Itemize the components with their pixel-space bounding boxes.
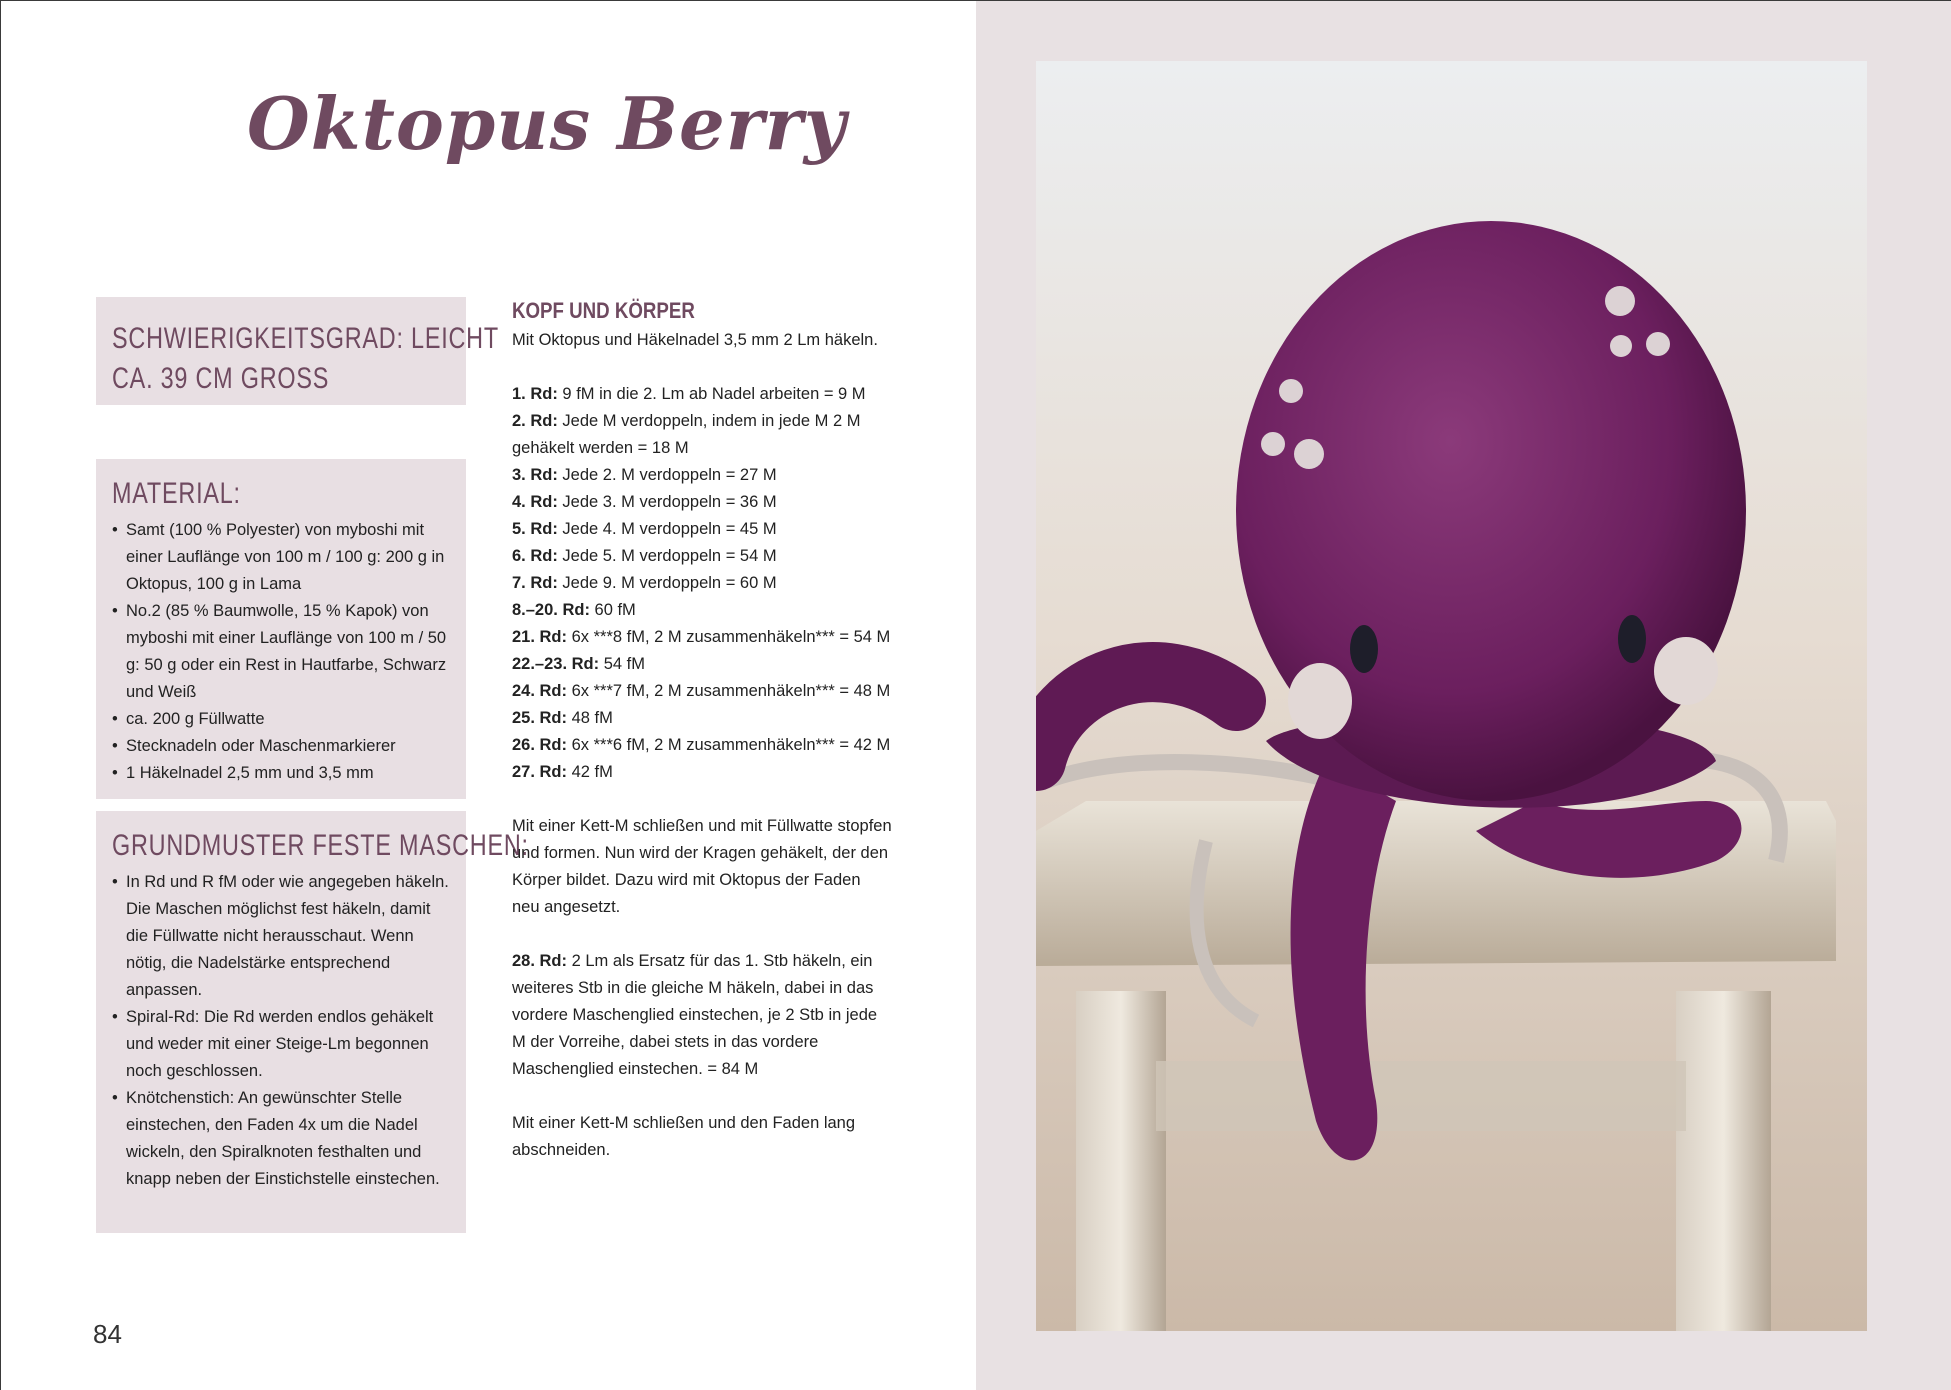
round-label: 21. Rd: (512, 628, 568, 646)
stool-leg (1076, 991, 1166, 1331)
round-label: 24. Rd: (512, 682, 568, 700)
material-item: • ca. 200 g Füllwatte (112, 706, 450, 733)
material-heading: MATERIAL: (112, 477, 241, 510)
round-text: 60 fM (589, 601, 636, 619)
round-row (512, 624, 892, 651)
round-label: 1. Rd: (512, 385, 558, 403)
round-row (512, 705, 892, 732)
cheek (1654, 637, 1718, 705)
round-row (512, 408, 892, 462)
round-text: 9 fM in die 2. Lm ab Nadel arbeiten = 9 M (557, 385, 866, 403)
round-text: 42 fM (567, 763, 613, 781)
round-text: Jede M verdoppeln, indem in jede M 2 M gehäkelt werden = 18 M (512, 412, 861, 457)
page-title: Oktopus Berry (247, 81, 847, 166)
round-label: 2. Rd: (512, 412, 558, 430)
pattern-item: • Spiral-Rd: Die Rd werden endlos gehäkelt und weder mit einer Steige-Lm begonnen noch geschlossen. (112, 1004, 450, 1085)
material-list (112, 517, 450, 787)
round-text: Jede 9. M verdoppeln = 60 M (557, 574, 777, 592)
section-heading: KOPF UND KÖRPER (512, 298, 695, 323)
right-page (976, 1, 1951, 1390)
round-row (512, 651, 892, 678)
round-row (512, 948, 892, 1083)
material-item: • Samt (100 % Polyester) von myboshi mit einer Lauflänge von 100 m / 100 g: 200 g in Oktopus, 100 g in Lama (112, 517, 450, 598)
round-row (512, 462, 892, 489)
eye (1618, 615, 1646, 663)
eye (1350, 625, 1378, 673)
left-page (1, 1, 976, 1390)
round-text: Jede 2. M verdoppeln = 27 M (557, 466, 777, 484)
round-label: 26. Rd: (512, 736, 568, 754)
round-text: 2 Lm als Ersatz für das 1. Stb häkeln, ein weiteres Stb in die gleiche M häkeln, dabei in das vordere Maschenglied einstechen, je 2 Stb in jede M der Vorreihe, dabei stets in das vordere Maschenglied einstechen. = 84 M (512, 952, 878, 1078)
round-text: 6x ***6 fM, 2 M zusammenhäkeln*** = 42 M (567, 736, 891, 754)
round-text: Jede 4. M verdoppeln = 45 M (557, 520, 777, 538)
round-label: 25. Rd: (512, 709, 568, 727)
material-item: • 1 Häkelnadel 2,5 mm und 3,5 mm (112, 760, 450, 787)
round-row (512, 597, 892, 624)
difficulty-box (96, 297, 499, 405)
octopus-illustration (1036, 61, 1867, 1331)
pattern-heading: GRUNDMUSTER FESTE MASCHEN: (112, 829, 529, 862)
closing-text: Mit einer Kett-M schließen und den Faden lang abschneiden. (512, 1114, 856, 1159)
round-row (512, 759, 892, 786)
round-text: 48 fM (567, 709, 613, 727)
round-label: 28. Rd: (512, 952, 568, 970)
finished-size: CA. 39 CM GROSS (112, 362, 330, 395)
round-row (512, 516, 892, 543)
difficulty-level: SCHWIERIGKEITSGRAD: LEICHT (112, 322, 499, 355)
instructions-column (512, 295, 892, 1164)
round-label: 8.–20. Rd: (512, 601, 590, 619)
round-row (512, 489, 892, 516)
round-label: 6. Rd: (512, 547, 558, 565)
round-label: 5. Rd: (512, 520, 558, 538)
round-label: 3. Rd: (512, 466, 558, 484)
round-text: Jede 3. M verdoppeln = 36 M (557, 493, 777, 511)
round-row (512, 381, 892, 408)
round-text: 6x ***8 fM, 2 M zusammenhäkeln*** = 54 M (567, 628, 891, 646)
rounds-list (512, 381, 892, 786)
material-item: • Stecknadeln oder Maschenmarkierer (112, 733, 450, 760)
round-row (512, 732, 892, 759)
round-row (512, 678, 892, 705)
round-label: 22.–23. Rd: (512, 655, 600, 673)
pattern-item: • Knötchenstich: An gewünschter Stelle einstechen, den Faden 4x um die Nadel wickeln, den Spiralknoten festhalten und knapp neben der Einstichstelle einstechen. (112, 1085, 450, 1193)
material-box (96, 459, 466, 799)
round-text: Jede 5. M verdoppeln = 54 M (557, 547, 777, 565)
intro-text: Mit Oktopus und Häkelnadel 3,5 mm 2 Lm häkeln. (512, 331, 878, 349)
round-row (512, 570, 892, 597)
round-label: 27. Rd: (512, 763, 568, 781)
stool-leg (1676, 991, 1771, 1331)
round-label: 4. Rd: (512, 493, 558, 511)
pattern-box (96, 811, 529, 1233)
closing-text: Mit einer Kett-M schließen und mit Füllwatte stopfen und formen. Nun wird der Kragen gehäkelt, der den Körper bildet. Dazu wird mit Oktopus der Faden neu angesetzt. (512, 817, 892, 916)
page-number: 84 (93, 1319, 122, 1349)
round-row (512, 543, 892, 570)
pattern-item: • In Rd und R fM oder wie angegeben häkeln. Die Maschen möglichst fest häkeln, damit die Füllwatte nicht herausschaut. Wenn nötig, die Nadelstärke entsprechend anpassen. (112, 869, 450, 1004)
octopus-photo (1036, 61, 1867, 1331)
round-text: 54 fM (599, 655, 645, 673)
material-item: • No.2 (85 % Baumwolle, 15 % Kapok) von myboshi mit einer Lauflänge von 100 m / 50 g: 50 g oder ein Rest in Hautfarbe, Schwarz und Weiß (112, 598, 450, 706)
pattern-list (112, 869, 450, 1193)
round-label: 7. Rd: (512, 574, 558, 592)
round-text: 6x ***7 fM, 2 M zusammenhäkeln*** = 48 M (567, 682, 891, 700)
cheek (1288, 663, 1352, 739)
